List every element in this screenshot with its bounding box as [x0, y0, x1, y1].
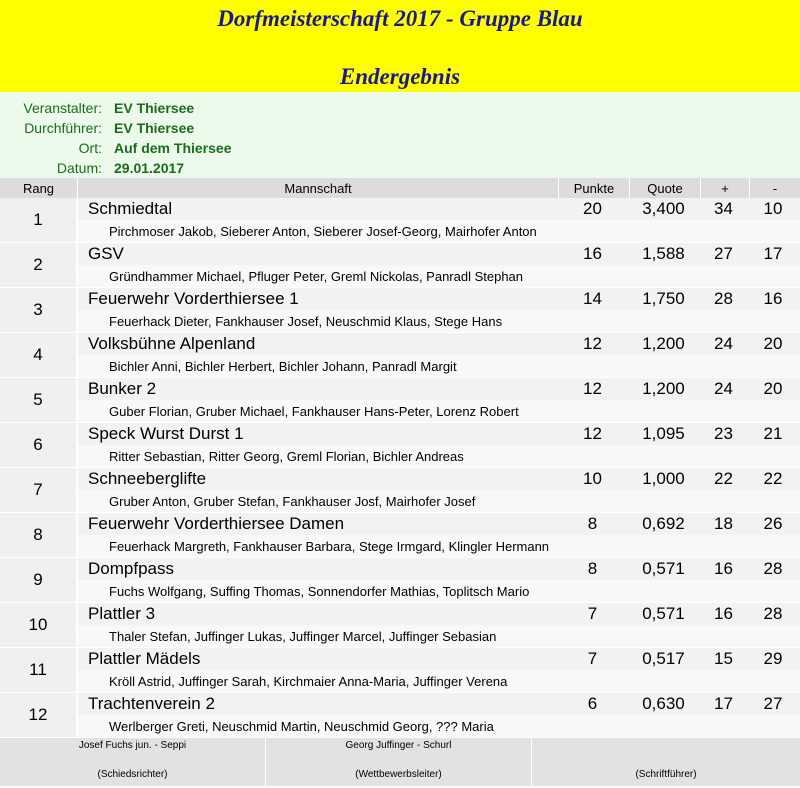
info-value: 29.01.2017 — [114, 160, 185, 176]
points-cell: 6 — [587, 694, 598, 714]
team-block — [78, 423, 800, 467]
team-name: Schmiedtal — [88, 199, 173, 219]
column-header-rang: Rang — [0, 178, 78, 198]
team-block — [78, 333, 800, 377]
team-block — [78, 558, 800, 602]
info-value: EV Thiersee — [114, 100, 195, 116]
quote-cell: 1,750 — [642, 289, 685, 309]
quote-cell: 3,400 — [642, 199, 685, 219]
players-line: Ritter Sebastian, Ritter Georg, Greml Florian, Bichler Andreas — [78, 445, 800, 467]
team-name: Plattler Mädels — [88, 649, 201, 669]
team-name: Volksbühne Alpenland — [88, 334, 256, 354]
table-row — [0, 603, 800, 648]
points-cell: 10 — [583, 469, 602, 489]
team-block — [78, 693, 800, 737]
team-block — [78, 378, 800, 422]
players-line: Gründhammer Michael, Pfluger Peter, Greml Nickolas, Panradl Stephan — [78, 265, 800, 287]
table-row — [0, 333, 800, 378]
minus-cell: 22 — [763, 469, 783, 489]
minus-cell: 20 — [763, 334, 783, 354]
signature-competition-lead — [266, 738, 532, 786]
team-line — [78, 378, 800, 400]
plus-cell: 34 — [714, 199, 733, 219]
minus-cell: 26 — [763, 514, 783, 534]
points-cell: 8 — [587, 514, 598, 534]
team-block — [78, 288, 800, 332]
rank-cell: 1 — [0, 198, 78, 242]
plus-cell: 16 — [714, 559, 733, 579]
points-cell: 12 — [583, 424, 602, 444]
players-line: Bichler Anni, Bichler Herbert, Bichler Johann, Panradl Margit — [78, 355, 800, 377]
players-line: Feuerhack Dieter, Fankhauser Josef, Neuschmid Klaus, Stege Hans — [78, 310, 800, 332]
team-name: Feuerwehr Vorderthiersee Damen — [88, 514, 345, 534]
quote-cell: 1,200 — [642, 379, 685, 399]
quote-cell: 1,588 — [642, 244, 685, 264]
table-row — [0, 513, 800, 558]
points-cell: 14 — [583, 289, 602, 309]
plus-cell: 22 — [714, 469, 733, 489]
quote-cell: 0,571 — [642, 559, 685, 579]
team-line — [78, 243, 800, 265]
quote-cell: 0,630 — [642, 694, 685, 714]
plus-cell: 28 — [714, 289, 733, 309]
points-cell: 12 — [583, 379, 602, 399]
quote-cell: 0,517 — [642, 649, 685, 669]
minus-cell: 28 — [763, 604, 783, 624]
rank-cell: 2 — [0, 243, 78, 287]
column-header-plus: + — [701, 178, 750, 198]
rank-cell: 9 — [0, 558, 78, 602]
info-value: EV Thiersee — [114, 120, 195, 136]
points-cell: 20 — [583, 199, 602, 219]
plus-cell: 15 — [714, 649, 733, 669]
table-row — [0, 378, 800, 423]
team-line — [78, 693, 800, 715]
table-row — [0, 198, 800, 243]
players-line: Werlberger Greti, Neuschmid Martin, Neuschmid Georg, ??? Maria — [78, 715, 800, 737]
signature-role: (Wettbewerbsleiter) — [355, 769, 442, 780]
minus-cell: 16 — [763, 289, 783, 309]
rank-cell: 10 — [0, 603, 78, 647]
minus-cell: 27 — [763, 694, 783, 714]
team-block — [78, 243, 800, 287]
team-line — [78, 558, 800, 580]
plus-cell: 18 — [714, 514, 733, 534]
points-cell: 16 — [583, 244, 602, 264]
points-cell: 7 — [587, 649, 598, 669]
team-name: Plattler 3 — [88, 604, 156, 624]
signature-secretary — [532, 738, 800, 786]
signature-name: Josef Fuchs jun. - Seppi — [78, 740, 187, 751]
team-line — [78, 333, 800, 355]
info-row-ort — [0, 138, 800, 158]
team-name: Trachtenverein 2 — [88, 694, 215, 714]
info-label: Durchführer: — [24, 120, 102, 136]
minus-cell: 28 — [763, 559, 783, 579]
team-block — [78, 468, 800, 512]
signature-footer — [0, 738, 800, 786]
rank-cell: 6 — [0, 423, 78, 467]
info-label: Ort: — [78, 140, 102, 156]
team-line — [78, 603, 800, 625]
column-header-minus: - — [772, 180, 778, 196]
plus-cell: 24 — [714, 379, 733, 399]
team-block — [78, 198, 800, 242]
table-row — [0, 693, 800, 738]
rank-cell: 4 — [0, 333, 78, 377]
quote-cell: 1,000 — [642, 469, 685, 489]
team-name: Speck Wurst Durst 1 — [88, 424, 244, 444]
table-row — [0, 243, 800, 288]
players-line: Thaler Stefan, Juffinger Lukas, Juffinger Marcel, Juffinger Sebasian — [78, 625, 800, 647]
quote-cell: 0,571 — [642, 604, 685, 624]
table-row — [0, 423, 800, 468]
players-line: Guber Florian, Gruber Michael, Fankhauser Hans-Peter, Lorenz Robert — [78, 400, 800, 422]
results-table-header — [0, 178, 800, 198]
minus-cell: 17 — [763, 244, 783, 264]
rank-cell: 3 — [0, 288, 78, 332]
info-value: Auf dem Thiersee — [114, 140, 232, 156]
signature-role: (Schiedsrichter) — [97, 769, 168, 780]
players-line: Pirchmoser Jakob, Sieberer Anton, Sieberer Josef-Georg, Mairhofer Anton — [78, 220, 800, 242]
page-title: Dorfmeisterschaft 2017 - Gruppe Blau — [217, 6, 583, 31]
team-name: Feuerwehr Vorderthiersee 1 — [88, 289, 299, 309]
column-header-punkte: Punkte — [559, 178, 630, 198]
info-row-veranstalter — [0, 98, 800, 118]
quote-cell: 1,095 — [642, 424, 685, 444]
team-name: GSV — [88, 244, 124, 264]
players-line: Fuchs Wolfgang, Suffing Thomas, Sonnendorfer Mathias, Toplitsch Mario — [78, 580, 800, 602]
quote-cell: 1,200 — [642, 334, 685, 354]
plus-cell: 23 — [714, 424, 733, 444]
team-line — [78, 288, 800, 310]
team-block — [78, 648, 800, 692]
signature-role: (Schriftführer) — [635, 769, 697, 780]
page-header — [0, 0, 800, 92]
signature-name: Georg Juffinger - Schurl — [345, 740, 452, 751]
team-block — [78, 513, 800, 557]
team-name: Dompfpass — [88, 559, 174, 579]
rank-cell: 12 — [0, 693, 78, 737]
team-line — [78, 468, 800, 490]
table-row — [0, 648, 800, 693]
minus-cell: 10 — [763, 199, 783, 219]
info-row-datum — [0, 158, 800, 178]
team-block — [78, 603, 800, 647]
rank-cell: 7 — [0, 468, 78, 512]
team-line — [78, 198, 800, 220]
points-cell: 8 — [587, 559, 598, 579]
minus-cell: 21 — [763, 424, 783, 444]
rank-cell: 11 — [0, 648, 78, 692]
info-label: Veranstalter: — [23, 100, 102, 116]
page-subtitle: Endergebnis — [339, 64, 461, 89]
column-header-quote: Quote — [630, 178, 701, 198]
plus-cell: 27 — [714, 244, 733, 264]
minus-cell: 29 — [763, 649, 783, 669]
players-line: Gruber Anton, Gruber Stefan, Fankhauser Josf, Mairhofer Josef — [78, 490, 800, 512]
column-header-mannschaft: Mannschaft — [78, 178, 559, 198]
team-line — [78, 513, 800, 535]
plus-cell: 16 — [714, 604, 733, 624]
table-row — [0, 558, 800, 603]
team-name: Schneeberglifte — [88, 469, 207, 489]
info-row-durchfuehrer — [0, 118, 800, 138]
event-info — [0, 92, 800, 178]
table-row — [0, 468, 800, 513]
info-label: Datum: — [56, 160, 102, 176]
points-cell: 7 — [587, 604, 598, 624]
rank-cell: 8 — [0, 513, 78, 557]
team-line — [78, 648, 800, 670]
rank-cell: 5 — [0, 378, 78, 422]
team-line — [78, 423, 800, 445]
team-name: Bunker 2 — [88, 379, 157, 399]
players-line: Feuerhack Margreth, Fankhauser Barbara, Stege Irmgard, Klingler Hermann — [78, 535, 800, 557]
signature-referee — [0, 738, 266, 786]
players-line: Kröll Astrid, Juffinger Sarah, Kirchmaier Anna-Maria, Juffinger Verena — [78, 670, 800, 692]
plus-cell: 17 — [714, 694, 733, 714]
table-row — [0, 288, 800, 333]
quote-cell: 0,692 — [642, 514, 685, 534]
points-cell: 12 — [583, 334, 602, 354]
minus-cell: 20 — [763, 379, 783, 399]
plus-cell: 24 — [714, 334, 733, 354]
results-table-body — [0, 198, 800, 738]
